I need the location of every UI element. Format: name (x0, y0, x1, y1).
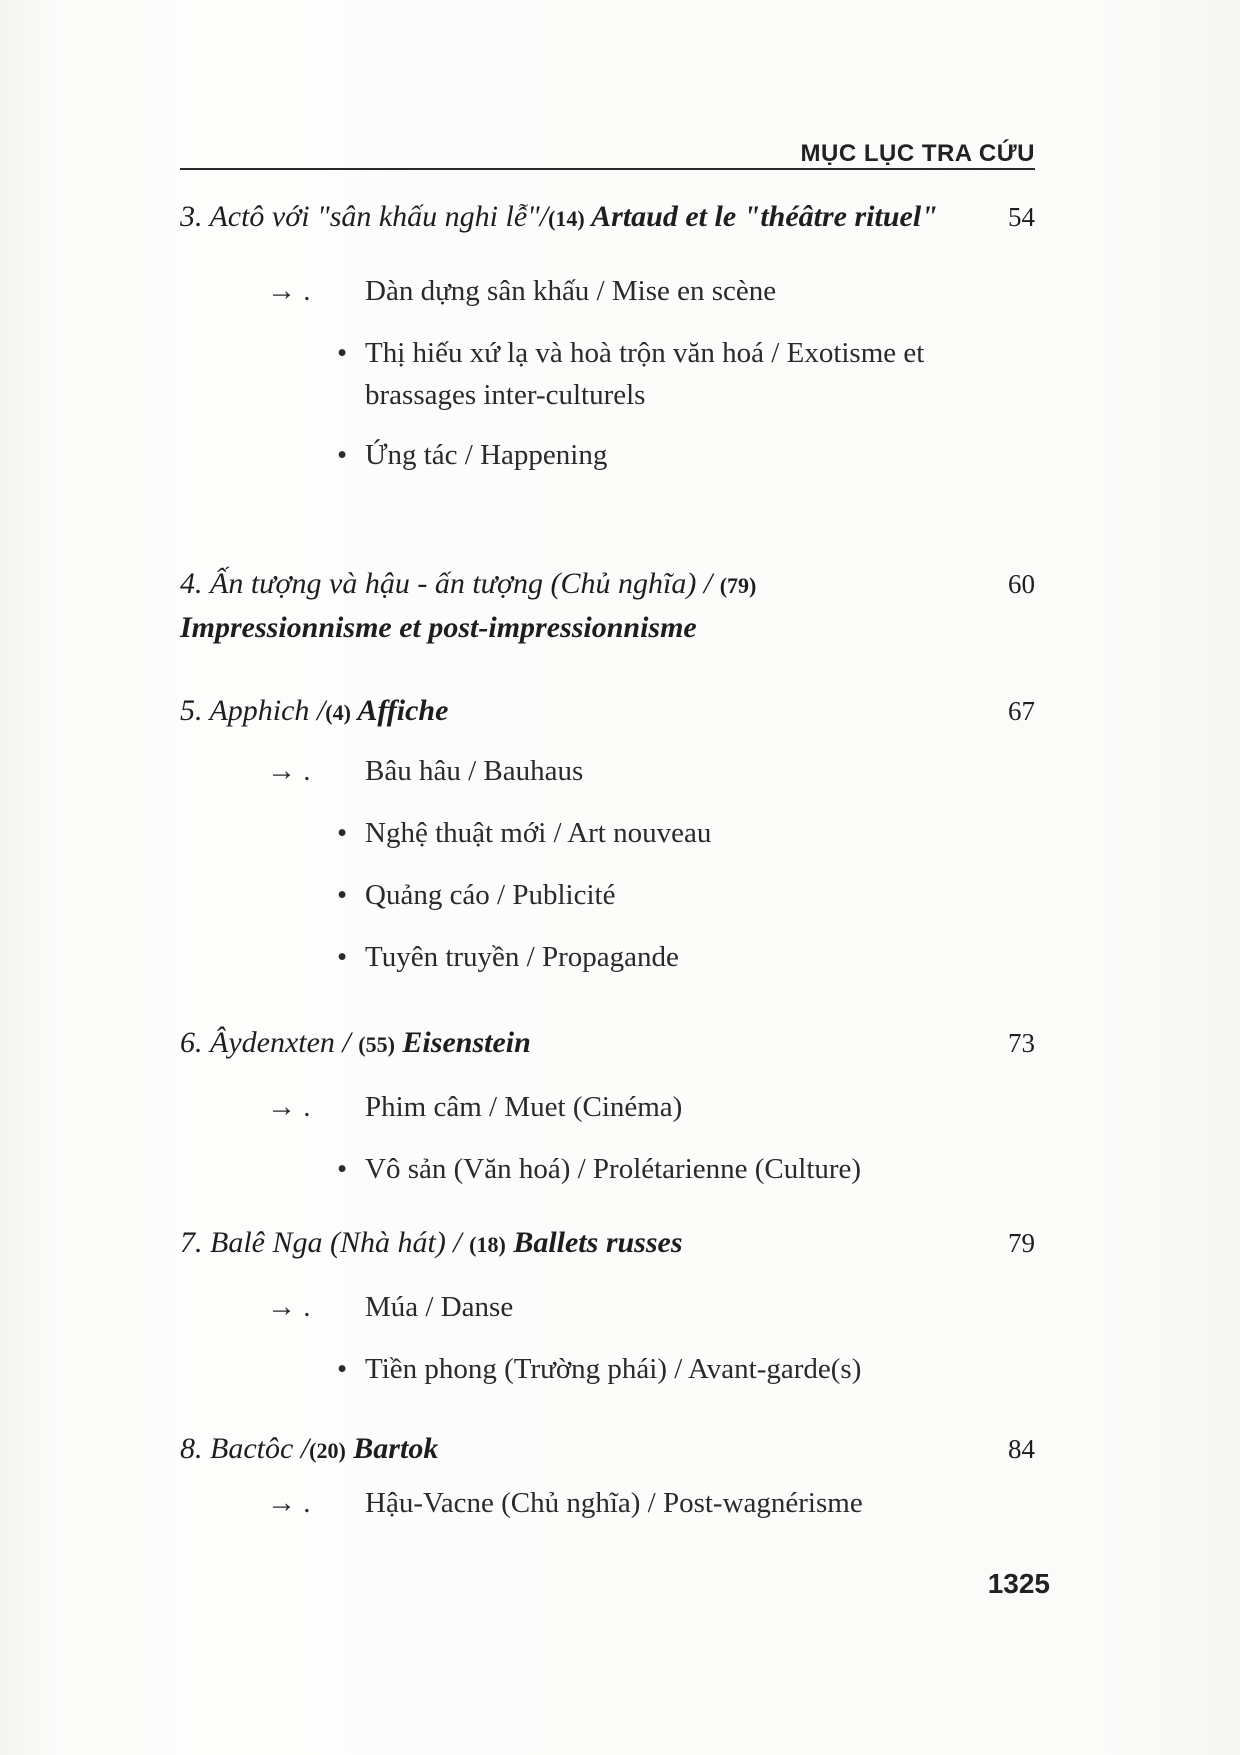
arrow-icon: → . (267, 275, 311, 307)
bullet-icon: • (337, 1153, 348, 1185)
entry-lead: 6. Âydenxten / (180, 1026, 359, 1059)
cross-reference (325, 874, 1035, 916)
entry-title (180, 1022, 1035, 1066)
entry-page-number: 73 (1008, 1028, 1035, 1058)
entry-original-title: Impressionnisme et post-impressionnisme (180, 611, 697, 644)
entry-title (180, 196, 1035, 240)
cross-reference-text: Hậu-Vacne (Chủ nghĩa) / Post-wagnérisme (365, 1487, 863, 1519)
cross-reference (267, 1286, 1035, 1328)
cross-reference-text: Thị hiếu xứ lạ và hoà trộn văn hoá / Exotisme et brassages inter-culturels (365, 337, 925, 411)
cross-reference-text: Nghệ thuật mới / Art nouveau (365, 817, 712, 849)
index-entry (180, 1428, 1035, 1524)
entry-lead: 8. Bactôc / (180, 1432, 310, 1465)
bullet-icon: • (337, 817, 348, 849)
entry-lead: 4. Ấn tượng và hậu - ấn tượng (Chủ nghĩa) / (180, 567, 720, 600)
entry-lead: 3. Actô với "sân khấu nghi lễ"/ (180, 200, 549, 233)
arrow-icon: → . (267, 755, 311, 787)
page-folio: 1325 (987, 1568, 1050, 1599)
arrow-icon: → . (267, 1291, 311, 1323)
entry-page-number: 84 (1008, 1434, 1035, 1464)
entry-page-number: 67 (1008, 696, 1035, 726)
index-entry (180, 690, 1035, 978)
header-rule (180, 168, 1035, 170)
bullet-icon: • (337, 941, 348, 973)
cross-reference (325, 812, 1035, 854)
cross-reference-text: Phim câm / Muet (Cinéma) (365, 1091, 683, 1123)
arrow-icon: → . (267, 1487, 311, 1519)
entry-lead: 7. Balê Nga (Nhà hát) / (180, 1226, 470, 1259)
entry-original-title: Bartok (345, 1432, 439, 1465)
cross-reference (325, 332, 1035, 416)
entry-original-title: Eisenstein (394, 1026, 531, 1059)
arrow-icon: → . (267, 1091, 311, 1123)
cross-reference-text: Bâu hâu / Bauhaus (365, 755, 584, 787)
entry-lead: 5. Apphich / (180, 694, 326, 727)
entry-ref-number: (18) (469, 1232, 506, 1257)
cross-reference-text: Tuyên truyền / Propagande (365, 941, 679, 973)
cross-reference-text: Vô sản (Văn hoá) / Prolétarienne (Culture) (365, 1153, 862, 1185)
bullet-icon: • (337, 879, 348, 911)
index-entry (180, 1022, 1035, 1190)
entry-title (180, 1428, 1035, 1472)
cross-reference-text: Dàn dựng sân khấu / Mise en scène (365, 275, 777, 307)
entry-ref-number: (4) (325, 700, 351, 725)
cross-reference (325, 1348, 1035, 1390)
running-head: MỤC LỤC TRA CỨU (800, 140, 1035, 167)
index-entry (180, 563, 1035, 649)
entry-original-title: Artaud et le "théâtre rituel" (584, 200, 938, 233)
bullet-icon: • (337, 439, 348, 471)
cross-reference-text: Tiền phong (Trường phái) / Avant-garde(s) (365, 1353, 862, 1385)
cross-reference (267, 270, 1035, 312)
entry-title (180, 563, 1035, 649)
cross-reference (325, 936, 1035, 978)
cross-reference-text: Múa / Danse (365, 1291, 514, 1323)
entry-original-title: Ballets russes (505, 1226, 683, 1259)
bullet-icon: • (337, 1353, 348, 1385)
cross-reference-text: Ứng tác / Happening (365, 439, 608, 471)
cross-reference (325, 1148, 1035, 1190)
entry-title (180, 690, 1035, 734)
entry-original-title: Affiche (350, 694, 449, 727)
bullet-icon: • (337, 337, 348, 369)
entry-ref-number: (14) (548, 206, 585, 231)
index-entry (180, 1222, 1035, 1390)
entry-ref-number: (55) (358, 1032, 395, 1057)
entry-page-number: 60 (1008, 569, 1035, 599)
cross-reference (267, 1482, 1035, 1524)
cross-reference (325, 434, 1035, 476)
index-entry (180, 196, 1035, 476)
cross-reference-text: Quảng cáo / Publicité (365, 879, 616, 911)
entry-title (180, 1222, 1035, 1266)
cross-reference (267, 750, 1035, 792)
entry-page-number: 54 (1008, 202, 1035, 232)
entry-page-number: 79 (1008, 1228, 1035, 1258)
entry-ref-number: (20) (309, 1438, 346, 1463)
entry-ref-number: (79) (719, 573, 757, 598)
cross-reference (267, 1086, 1035, 1128)
